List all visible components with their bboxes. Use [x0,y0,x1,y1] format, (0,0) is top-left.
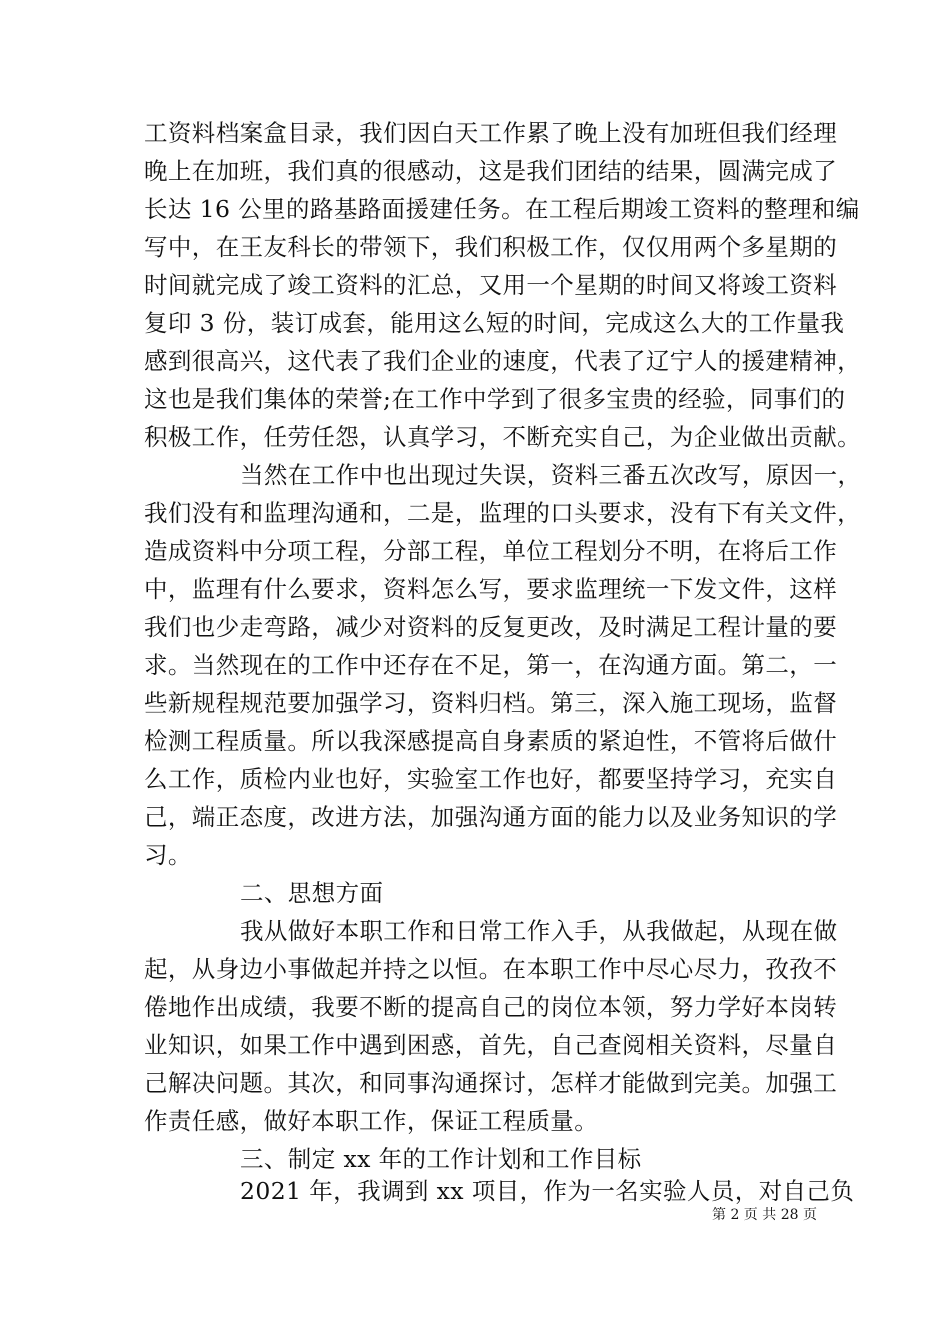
text-line: 长达 16 公里的路基路面援建任务。在工程后期竣工资料的整理和编 [144,195,860,223]
text-line: 当然在工作中也出现过失误，资料三番五次改写，原因一， [240,461,862,489]
page-footer: 第 2 页 共 28 页 [712,1207,817,1223]
text-line: 中，监理有什么要求，资料怎么写，要求监理统一下发文件，这样 [144,575,838,603]
text-line: 求。当然现在的工作中还存在不足，第一，在沟通方面。第二，一 [144,651,838,679]
text-line: 习。 [144,841,192,869]
section-heading: 三、制定 xx 年的工作计划和工作目标 [240,1145,642,1173]
text-line: 作责任感，做好本职工作，保证工程质量。 [144,1107,599,1135]
text-line: 么工作，质检内业也好，实验室工作也好，都要坚持学习，充实自 [144,765,838,793]
text-line: 这也是我们集体的荣誉;在工作中学到了很多宝贵的经验，同事们的 [144,385,846,413]
text-line: 时间就完成了竣工资料的汇总，又用一个星期的时间又将竣工资料 [144,271,838,299]
text-line: 复印 3 份，装订成套，能用这么短的时间，完成这么大的工作量我 [144,309,845,337]
text-line: 工资料档案盒目录，我们因白天工作累了晚上没有加班但我们经理 [144,119,838,147]
text-line: 业知识，如果工作中遇到困惑，首先，自己查阅相关资料，尽量自 [144,1031,838,1059]
text-line: 检测工程质量。所以我深感提高自身素质的紧迫性，不管将后做什 [144,727,838,755]
text-line: 倦地作出成绩，我要不断的提高自己的岗位本领，努力学好本岗转 [144,993,838,1021]
text-line: 造成资料中分项工程，分部工程，单位工程划分不明，在将后工作 [144,537,838,565]
text-line: 我从做好本职工作和日常工作入手，从我做起，从现在做 [240,917,838,945]
text-line: 2021 年，我调到 xx 项目，作为一名实验人员，对自己负 [240,1177,855,1205]
text-line: 己解决问题。其次，和同事沟通探讨，怎样才能做到完美。加强工 [144,1069,838,1097]
text-line: 感到很高兴，这代表了我们企业的速度，代表了辽宁人的援建精神， [144,347,861,375]
text-line: 起，从身边小事做起并持之以恒。在本职工作中尽心尽力，孜孜不 [144,955,838,983]
text-line: 积极工作，任劳任怨，认真学习，不断充实自己，为企业做出贡献。 [144,423,861,451]
text-line: 晚上在加班，我们真的很感动，这是我们团结的结果，圆满完成了 [144,157,838,185]
text-line: 我们没有和监理沟通和，二是，监理的口头要求，没有下有关文件， [144,499,861,527]
text-line: 些新规程规范要加强学习，资料归档。第三，深入施工现场，监督 [144,689,838,717]
text-line: 己，端正态度，改进方法，加强沟通方面的能力以及业务知识的学 [144,803,838,831]
text-line: 我们也少走弯路，减少对资料的反复更改，及时满足工程计量的要 [144,613,838,641]
text-line: 写中，在王友科长的带领下，我们积极工作，仅仅用两个多星期的 [144,233,838,261]
section-heading: 二、思想方面 [240,879,384,907]
